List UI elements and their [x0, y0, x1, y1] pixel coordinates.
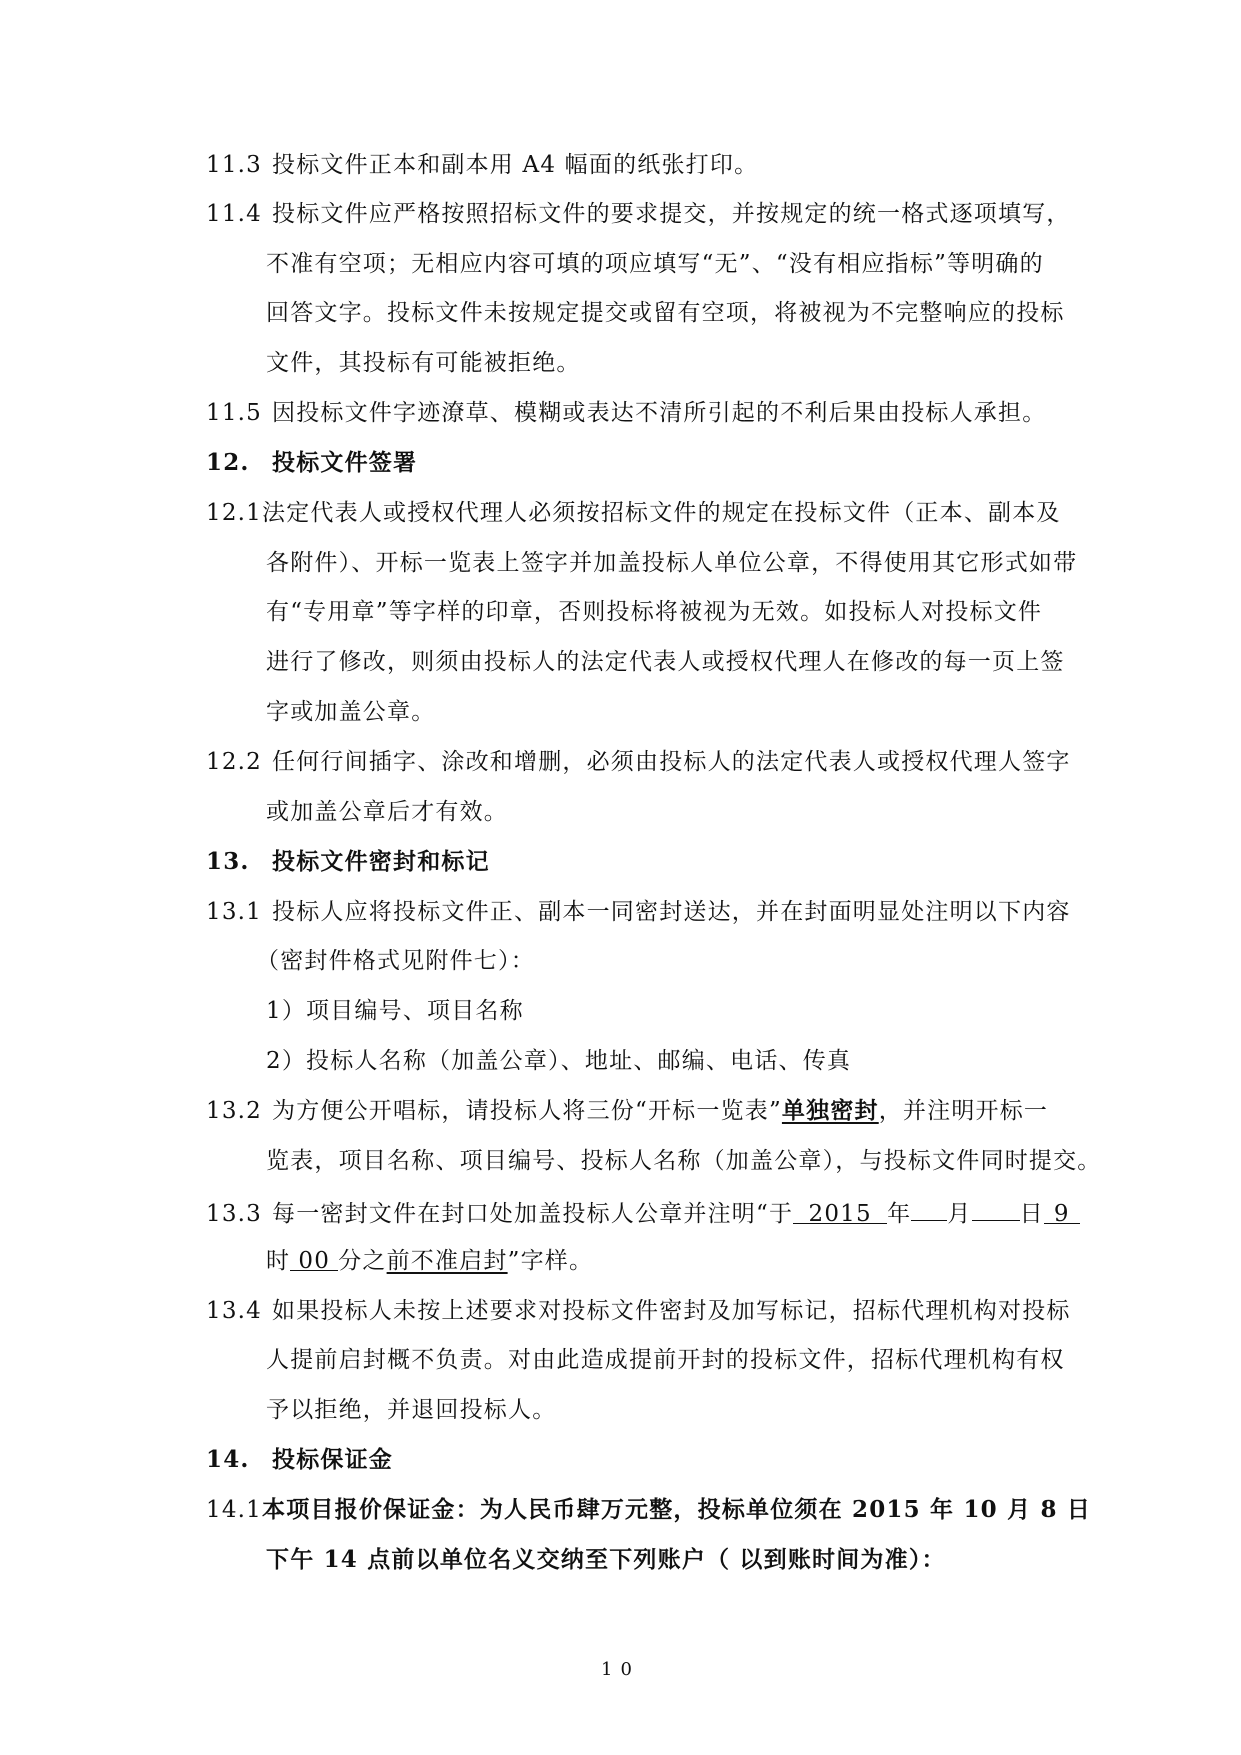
clause-text: 投标文件应严格按照招标文件的要求提交，并按规定的统一格式逐项填写，: [272, 201, 1071, 227]
clause-number: 12.1: [206, 500, 263, 526]
section-heading-14: [206, 1445, 393, 1475]
clause-12-1: [206, 498, 1061, 528]
list-item-1: 1）项目编号、项目名称: [266, 998, 524, 1024]
clause-12-2-line-2: 或加盖公章后才有效。: [266, 799, 508, 825]
clause-14-1: [206, 1495, 1091, 1525]
clause-14-1-line-2: 下午 14 点前以单位名义交纳至下列账户（ 以到账时间为准）：: [266, 1546, 946, 1573]
clause-number: 11.3: [206, 152, 263, 178]
clause-12-1-line-3: 有“专用章”等字样的印章，否则投标将被视为无效。如投标人对投标文件: [266, 599, 1043, 625]
clause-13-3-line-2: [266, 1246, 593, 1276]
clause-11-4-line-4: 文件，其投标有可能被拒绝。: [266, 350, 581, 376]
year-blank: 2015: [793, 1199, 887, 1224]
clause-text: 因投标文件字迹潦草、模糊或表达不清所引起的不利后果由投标人承担。: [272, 400, 1047, 426]
section-title: 投标文件密封和标记: [272, 848, 490, 875]
clause-12-1-line-2: 各附件）、开标一览表上签字并加盖投标人单位公章，不得使用其它形式如带: [266, 550, 1078, 576]
clause-13-2: [206, 1096, 1048, 1126]
year-unit: 年: [887, 1201, 912, 1227]
clause-text: 法定代表人或授权代理人必须按招标文件的规定在投标文件（正本、副本及: [262, 500, 1061, 526]
clause-text: 分之: [338, 1248, 387, 1274]
clause-text: 为方便公开唱标，请投标人将三份“开标一览表”: [272, 1098, 782, 1124]
clause-12-1-line-4: 进行了修改，则须由投标人的法定代表人或授权代理人在修改的每一页上签: [266, 649, 1065, 675]
month-unit: 月: [947, 1201, 972, 1227]
clause-number: 12.2: [206, 749, 263, 775]
emphasis-text: 单独密封: [781, 1097, 879, 1124]
month-blank: [911, 1196, 947, 1221]
clause-text: 如果投标人未按上述要求对投标文件密封及加写标记，招标代理机构对投标: [272, 1298, 1071, 1324]
clause-number: 11.4: [206, 201, 263, 227]
clause-text-end: ”字样。: [507, 1248, 594, 1274]
clause-11-4: [206, 199, 1071, 229]
day-unit: 日: [1019, 1201, 1044, 1227]
clause-text: 每一密封文件在封口处加盖投标人公章并注明“于: [272, 1201, 794, 1227]
clause-13-4: [206, 1296, 1071, 1326]
underlined-text: 前不准启封: [386, 1248, 508, 1274]
clause-11-4-line-3: 回答文字。投标文件未按规定提交或留有空项，将被视为不完整响应的投标: [266, 300, 1065, 326]
hour-unit: 时: [266, 1248, 291, 1274]
section-number: 14.: [206, 1446, 250, 1473]
clause-number: 13.3: [206, 1201, 263, 1227]
clause-11-4-line-2: 不准有空项；无相应内容可填的项应填写“无”、“没有相应指标”等明确的: [266, 251, 1044, 277]
section-heading-13: [206, 847, 490, 877]
clause-11-5: [206, 398, 1046, 428]
clause-number: 14.1: [206, 1497, 263, 1523]
clause-12-2: [206, 747, 1071, 777]
clause-13-1: [206, 897, 1071, 927]
clause-text: 投标文件正本和副本用 A4 幅面的纸张打印。: [272, 152, 759, 178]
clause-11-3: [206, 150, 758, 180]
page-number: 10: [601, 1659, 640, 1680]
clause-13-2-line-2: 览表，项目名称、项目编号、投标人名称（加盖公章），与投标文件同时提交。: [266, 1148, 1102, 1174]
clause-number: 13.2: [206, 1098, 263, 1124]
clause-number: 11.5: [206, 400, 263, 426]
clause-text: 投标人应将投标文件正、副本一同密封送达，并在封面明显处注明以下内容: [272, 899, 1071, 925]
clause-13-4-line-3: 予以拒绝，并退回投标人。: [266, 1397, 557, 1423]
minute-blank: 00: [290, 1246, 338, 1271]
clause-text: 任何行间插字、涂改和增删，必须由投标人的法定代表人或授权代理人签字: [272, 749, 1071, 775]
section-title: 投标保证金: [272, 1446, 393, 1473]
clause-13-1-line-2: （密封件格式见附件七）：: [256, 948, 535, 974]
clause-number: 13.4: [206, 1298, 263, 1324]
hour-blank: 9: [1044, 1199, 1080, 1224]
clause-text-end: ，并注明开标一: [878, 1098, 1049, 1124]
list-item-2: 2）投标人名称（加盖公章）、地址、邮编、电话、传真: [266, 1048, 852, 1074]
clause-13-4-line-2: 人提前启封概不负责。对由此造成提前开封的投标文件，招标代理机构有权: [266, 1347, 1065, 1373]
clause-13-3: [206, 1196, 1080, 1229]
clause-number: 13.1: [206, 899, 263, 925]
section-number: 13.: [206, 848, 250, 875]
section-number: 12.: [206, 449, 250, 476]
section-heading-12: [206, 448, 417, 478]
clause-text: 本项目报价保证金：为人民币肆万元整，投标单位须在 2015 年 10 月 8 日: [262, 1496, 1092, 1523]
day-blank: [972, 1196, 1020, 1221]
section-title: 投标文件签署: [272, 449, 418, 476]
clause-12-1-line-5: 字或加盖公章。: [266, 699, 436, 725]
